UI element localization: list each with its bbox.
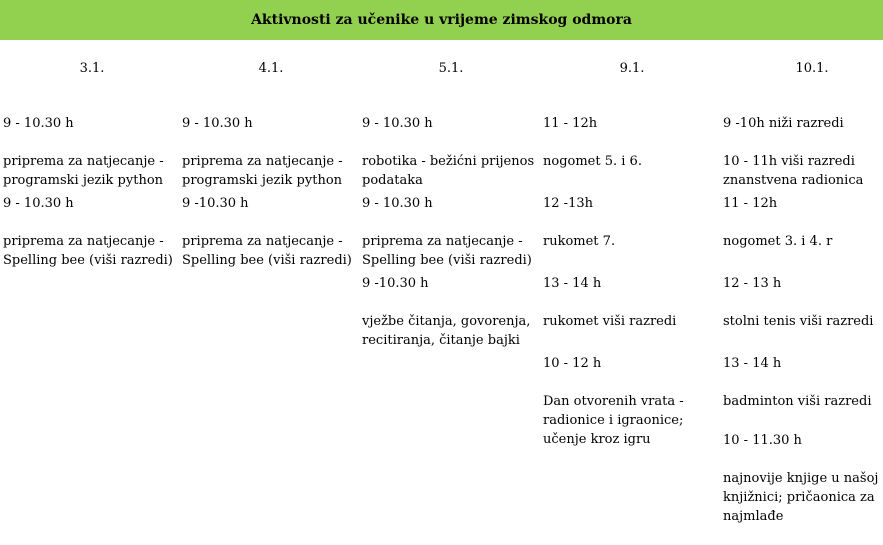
activity-time: 10 - 12 h bbox=[543, 356, 602, 371]
column-date: 10.1. bbox=[795, 61, 829, 76]
activity-time: 9 - 10.30 h bbox=[362, 196, 433, 211]
activity-description: Dan otvorenih vrata - radionice i igraonice; učenje kroz igru bbox=[543, 394, 684, 447]
activity-time: 11 - 12h bbox=[723, 196, 778, 211]
activity-description: priprema za natjecanje - Spelling bee (viši razredi) bbox=[182, 234, 352, 268]
activity-description: nogomet 3. i 4. r bbox=[723, 234, 833, 249]
activity-description: nogomet 5. i 6. bbox=[543, 154, 642, 169]
activity-time: 12 -13h bbox=[543, 196, 593, 211]
column-date: 4.1. bbox=[258, 61, 284, 76]
activity-description: priprema za natjecanje - programski jezik python bbox=[182, 154, 343, 188]
activity-entry bbox=[723, 412, 883, 545]
activity-entry bbox=[362, 255, 540, 369]
activity-description: priprema za natjecanje - Spelling bee (viši razredi) bbox=[362, 234, 532, 268]
activity-entry bbox=[543, 335, 721, 468]
activity-time: 12 - 13 h bbox=[723, 276, 782, 291]
activity-time: 9 - 10.30 h bbox=[3, 196, 74, 211]
activity-time: 9 - 10.30 h bbox=[3, 116, 74, 131]
activity-description: najnovije knjige u našoj knjižnici; pričaonica za najmlađe bbox=[723, 471, 879, 524]
activity-description: stolni tenis viši razredi bbox=[723, 314, 874, 329]
activity-entry bbox=[3, 175, 181, 289]
activity-time: 11 - 12h bbox=[543, 116, 598, 131]
title-banner bbox=[0, 0, 883, 40]
activity-time: 10 - 11.30 h bbox=[723, 433, 802, 448]
activity-description: 10 - 11h viši razredi znanstvena radionica bbox=[723, 154, 864, 188]
activity-description: vježbe čitanja, govorenja, recitiranja, čitanje bajki bbox=[362, 314, 531, 348]
activity-description: robotika - bežićni prijenos podataka bbox=[362, 154, 535, 188]
activity-time: 13 - 14 h bbox=[723, 356, 782, 371]
activity-entry bbox=[182, 175, 360, 289]
activity-description: priprema za natjecanje - Spelling bee (viši razredi) bbox=[3, 234, 173, 268]
activity-time: 9 -10.30 h bbox=[182, 196, 249, 211]
activity-time: 9 -10.30 h bbox=[362, 276, 429, 291]
activity-description: rukomet viši razredi bbox=[543, 314, 677, 329]
page-title: Aktivnosti za učenike u vrijeme zimskog odmora bbox=[251, 12, 632, 28]
column-date: 3.1. bbox=[79, 61, 105, 76]
column-date: 5.1. bbox=[438, 61, 464, 76]
activity-description: badminton viši razredi bbox=[723, 394, 872, 409]
activity-time: 9 - 10.30 h bbox=[362, 116, 433, 131]
activity-time: 9 -10h niži razredi bbox=[723, 116, 844, 131]
activity-description: priprema za natjecanje - programski jezik python bbox=[3, 154, 164, 188]
activity-time: 13 - 14 h bbox=[543, 276, 602, 291]
activity-time: 9 - 10.30 h bbox=[182, 116, 253, 131]
column-date: 9.1. bbox=[619, 61, 645, 76]
activity-description: rukomet 7. bbox=[543, 234, 616, 249]
